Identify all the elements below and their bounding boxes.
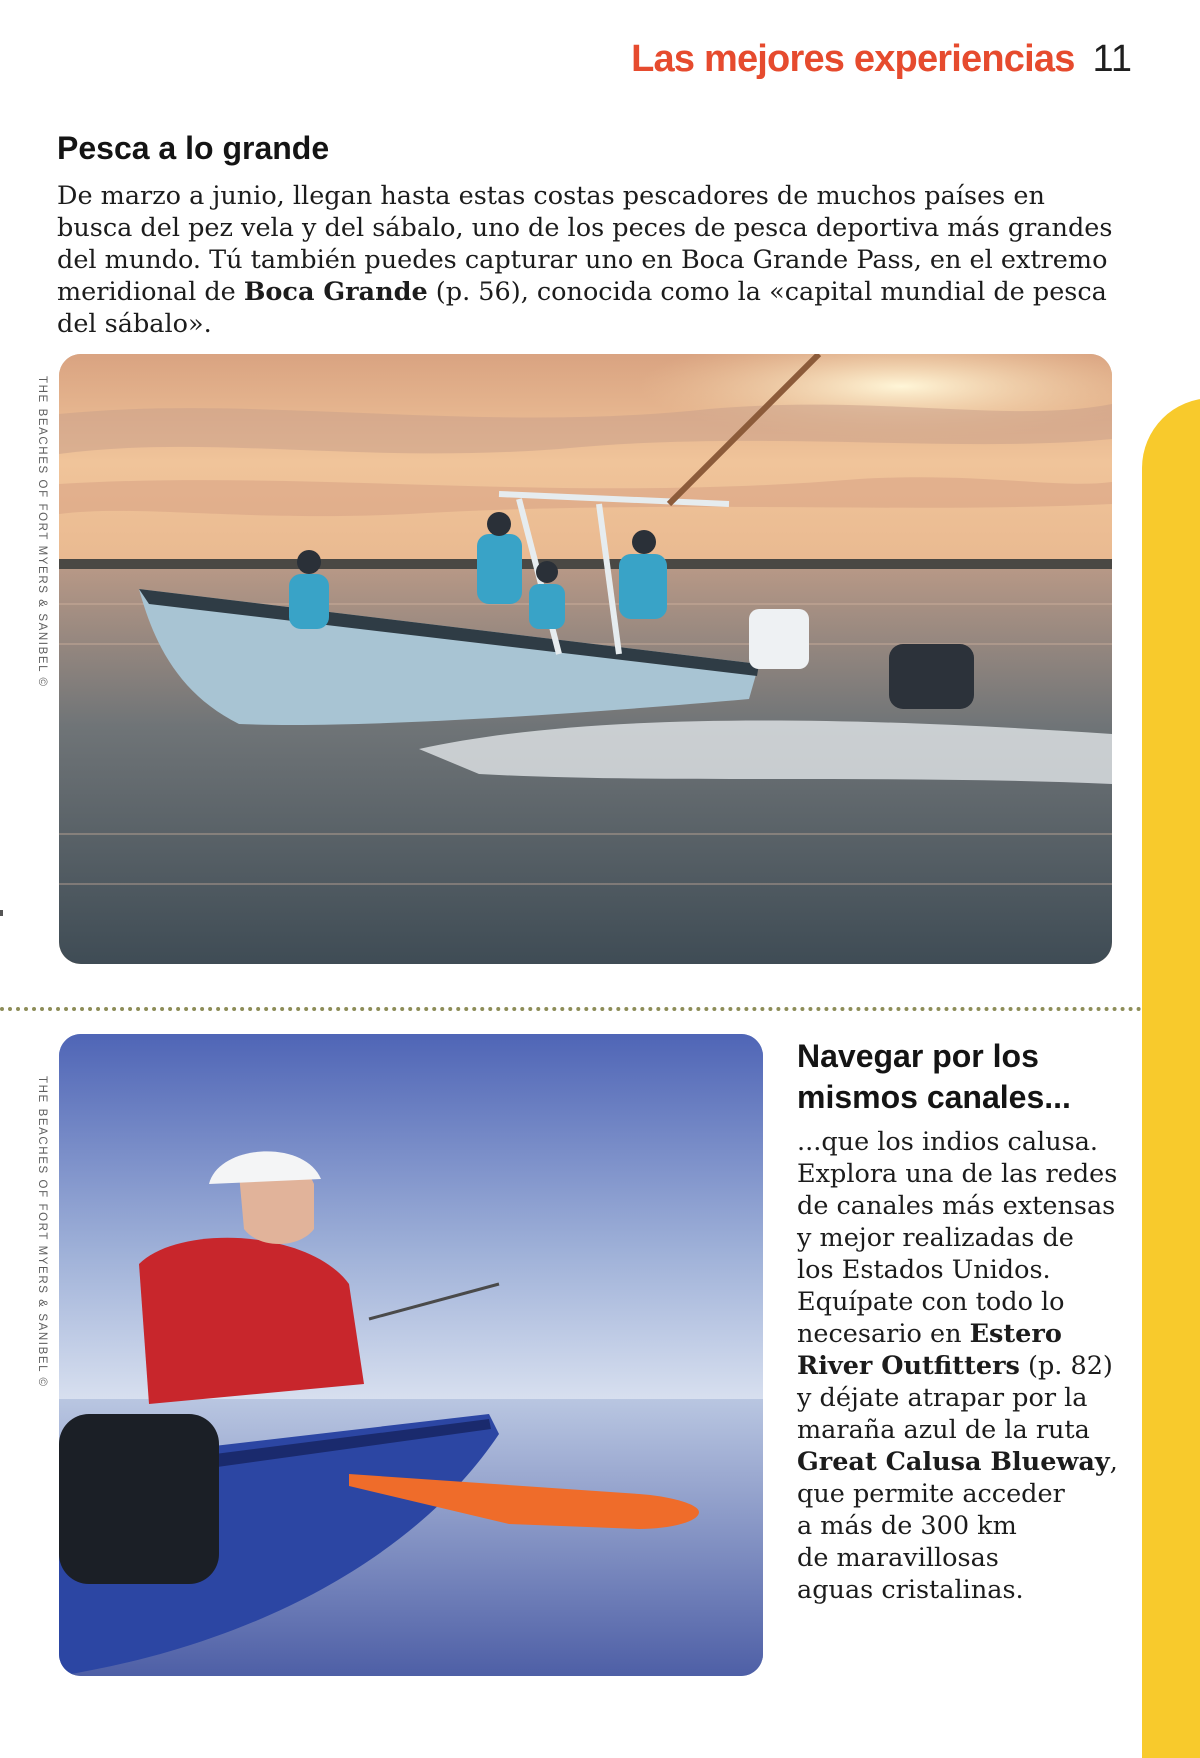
photo-fishing-boat-sunset (59, 354, 1112, 964)
article-title-canales (797, 1036, 1127, 1118)
body-line: Equípate con todo lo (797, 1287, 1065, 1317)
page-edge-mark (0, 910, 3, 916)
body-line: los Estados Unidos. (797, 1255, 1051, 1285)
place-name-great-calusa-blueway: Great Calusa Blueway (797, 1447, 1110, 1477)
title-line: Navegar por los (797, 1038, 1039, 1074)
section-title: Las mejores experiencias (631, 38, 1075, 80)
body-line: a más de 300 km (797, 1511, 1017, 1541)
body-line: de canales más extensas (797, 1191, 1116, 1221)
body-line (797, 1446, 1137, 1478)
article-body-canales (797, 1126, 1137, 1606)
photo-kayak-fisher (59, 1034, 763, 1676)
title-line: mismos canales... (797, 1079, 1071, 1115)
body-text: , conocida como la «capital mundial de pesca del sábalo». (57, 277, 1107, 339)
place-name-river-outfitters: River Outfitters (797, 1351, 1020, 1381)
article-body-pesca (57, 180, 1117, 340)
place-name-boca-grande: Boca Grande (243, 277, 428, 307)
running-head (631, 38, 1132, 81)
page-reference: (p. 82) (1019, 1351, 1113, 1381)
chapter-side-tab (1142, 398, 1200, 1758)
body-line (797, 1318, 1137, 1350)
photo-credit: THE BEACHES OF FORT MYERS & SANIBEL © (36, 376, 48, 688)
body-line: y déjate atrapar por la (797, 1383, 1088, 1413)
body-line: y mejor realizadas de (797, 1223, 1074, 1253)
boat-illustration (59, 354, 1112, 964)
kayak-illustration (59, 1034, 763, 1676)
body-line: Explora una de las redes (797, 1159, 1118, 1189)
page-number: 11 (1092, 38, 1132, 80)
body-line (797, 1350, 1137, 1382)
body-text: necesario en (797, 1319, 970, 1349)
body-line: que permite acceder (797, 1479, 1065, 1509)
body-text: , (1109, 1447, 1118, 1477)
body-text: De marzo a junio, llegan hasta estas costas pescadores de muchos países en busca del pez vela y del sábalo, uno de los peces de pesca deportiva más grandes del mundo. Tú también puedes capturar uno en Boca Grande Pass, en el extremo meridional de (57, 181, 1113, 307)
section-divider (0, 1007, 1142, 1011)
body-line: de maravillosas (797, 1543, 999, 1573)
body-line: ...que los indios calusa. (797, 1127, 1099, 1157)
photo-credit: THE BEACHES OF FORT MYERS & SANIBEL © (36, 1076, 48, 1388)
place-name-estero: Estero (969, 1319, 1062, 1349)
page-reference: (p. 56) (427, 277, 521, 307)
body-line: aguas cristalinas. (797, 1575, 1024, 1605)
body-line: maraña azul de la ruta (797, 1415, 1090, 1445)
article-title-pesca: Pesca a lo grande (57, 130, 330, 166)
